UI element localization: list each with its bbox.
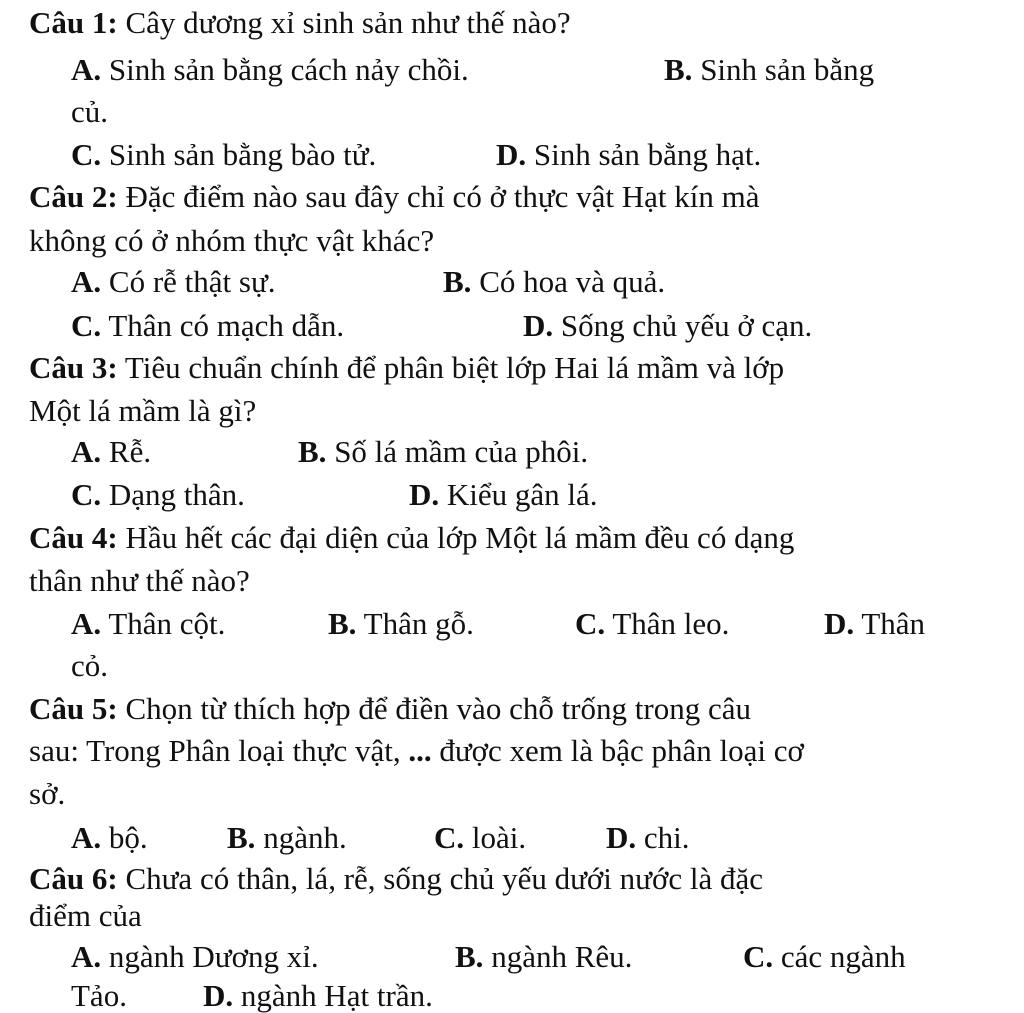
question-label: Câu 5: [29, 691, 118, 726]
blank-placeholder: ... [408, 733, 432, 768]
q4-option-a: A. Thân cột. [71, 606, 226, 641]
question-text: Hầu hết các đại diện của lớp Một lá mầm đều có dạng [117, 520, 795, 555]
q1-option-c: C. Sinh sản bằng bào tử. [71, 137, 377, 172]
question-5-wrap: sau: Trong Phân loại thực vật, ... được xem là bậc phân loại cơ [29, 733, 804, 768]
q6-option-c-wrap: Tảo. [71, 978, 127, 1013]
q3-option-c: C. Dạng thân. [71, 477, 245, 512]
question-2-wrap: không có ở nhóm thực vật khác? [29, 223, 435, 258]
q4-option-d-wrap: cỏ. [71, 648, 109, 683]
question-4-wrap: thân như thế nào? [29, 563, 250, 598]
question-label: Câu 4: [29, 520, 118, 555]
question-label: Câu 1: [29, 5, 118, 40]
question-2 [29, 181, 760, 212]
q3-option-b: B. Số lá mầm của phôi. [298, 434, 589, 469]
q1-option-d: D. Sinh sản bằng hạt. [496, 137, 762, 172]
q3-option-d: D. Kiểu gân lá. [409, 477, 598, 512]
q5-option-c: C. loài. [434, 820, 527, 855]
q6-option-a: A. ngành Dương xỉ. [71, 939, 319, 974]
q6-option-c: C. các ngành [743, 939, 906, 974]
q4-option-b: B. Thân gỗ. [328, 606, 474, 641]
question-6 [29, 863, 763, 894]
question-5-wrap-2: sở. [29, 776, 66, 811]
q6-option-b: B. ngành Rêu. [455, 939, 633, 974]
question-1 [29, 7, 571, 38]
question-text: Chọn từ thích hợp để điền vào chỗ trống trong câu [117, 691, 751, 726]
q4-option-d: D. Thân [824, 606, 926, 641]
question-label: Câu 2: [29, 179, 118, 214]
q2-option-a: A. Có rễ thật sự. [71, 264, 276, 299]
question-text: Chưa có thân, lá, rễ, sống chủ yếu dưới nước là đặc [117, 861, 764, 896]
question-3 [29, 352, 784, 383]
question-text: Đặc điểm nào sau đây chỉ có ở thực vật Hạt kín mà [117, 179, 760, 214]
question-3-wrap: Một lá mầm là gì? [29, 393, 257, 428]
question-label: Câu 3: [29, 350, 118, 385]
q5-option-a: A. bộ. [71, 820, 148, 855]
question-text: Cây dương xỉ sinh sản như thế nào? [117, 5, 571, 40]
q6-option-d: D. ngành Hạt trần. [203, 978, 433, 1013]
q1-option-b: B. Sinh sản bằng [664, 52, 875, 87]
question-5 [29, 693, 751, 724]
q1-option-b-wrap: củ. [71, 94, 109, 129]
question-text: Tiêu chuẩn chính để phân biệt lớp Hai lá mầm và lớp [117, 350, 785, 385]
question-6-wrap: điểm của [29, 898, 142, 933]
q3-option-a: A. Rễ. [71, 434, 152, 469]
q1-option-a: A. Sinh sản bằng cách nảy chồi. [71, 52, 469, 87]
q5-option-d: D. chi. [606, 820, 690, 855]
q2-option-d: D. Sống chủ yếu ở cạn. [523, 308, 813, 343]
q4-option-c: C. Thân leo. [575, 606, 730, 641]
q2-option-c: C. Thân có mạch dẫn. [71, 308, 345, 343]
q2-option-b: B. Có hoa và quả. [443, 264, 666, 299]
question-4 [29, 522, 794, 553]
question-label: Câu 6: [29, 861, 118, 896]
q5-option-b: B. ngành. [227, 820, 347, 855]
